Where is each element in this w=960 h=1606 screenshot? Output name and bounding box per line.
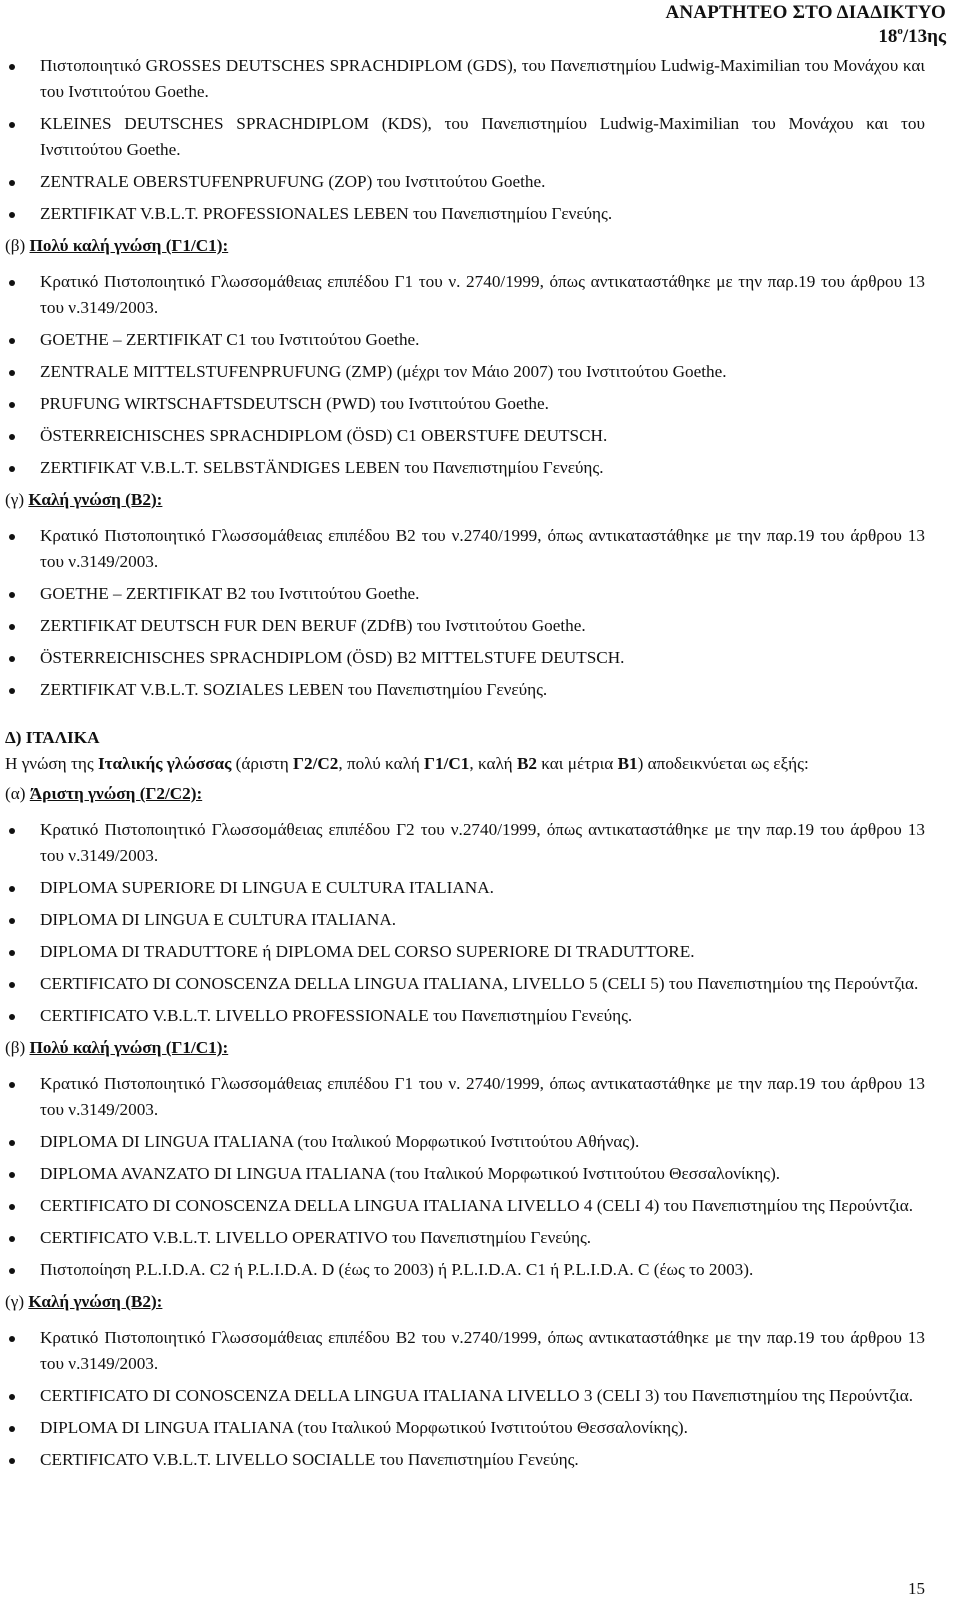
list-item: CERTIFICATO DI CONOSCENZA DELLA LINGUA ITALIANA, LIVELLO 5 (CELI 5) του Πανεπιστημίου της Περούντζια.: [5, 971, 925, 997]
italian-intro: [5, 751, 925, 777]
list-item: DIPLOMA DI LINGUA E CULTURA ITALIANA.: [5, 907, 925, 933]
subheading-label: Άριστη γνώση (Γ2/C2):: [29, 784, 203, 803]
list-item: GOETHE – ZERTIFIKAT B2 του Ινστιτούτου Goethe.: [5, 581, 925, 607]
intro-bold: Γ2/C2: [293, 754, 339, 773]
italian-c2-list: [5, 817, 925, 1029]
list-item: KLEINES DEUTSCHES SPRACHDIPLOM (KDS), του Πανεπιστημίου Ludwig-Maximilian του Μονάχου και του Ινστιτούτου Goethe.: [5, 111, 925, 163]
subheading-label: Πολύ καλή γνώση (Γ1/C1):: [29, 1038, 229, 1057]
intro-text: , πολύ καλή: [338, 754, 425, 773]
italian-section: [5, 725, 925, 1473]
list-item: CERTIFICATO DI CONOSCENZA DELLA LINGUA ITALIANA LIVELLO 4 (CELI 4) του Πανεπιστημίου της Περούντζια.: [5, 1193, 925, 1219]
list-item: CERTIFICATO V.B.L.T. LIVELLO OPERATIVO του Πανεπιστημίου Γενεύης.: [5, 1225, 925, 1251]
list-item: Πιστοποιητικό GROSSES DEUTSCHES SPRACHDIPLOM (GDS), του Πανεπιστημίου Ludwig-Maximilian του Μονάχου και του Ινστιτούτου Goethe.: [5, 53, 925, 105]
intro-bold: Β2: [516, 754, 537, 773]
list-item: CERTIFICATO V.B.L.T. LIVELLO SOCIALLE του Πανεπιστημίου Γενεύης.: [5, 1447, 925, 1473]
intro-text: (άριστη: [231, 754, 294, 773]
list-item: Κρατικό Πιστοποιητικό Γλωσσομάθειας επιπέδου Γ2 του ν.2740/1999, όπως αντικαταστάθηκε με την παρ.19 του άρθρου 13 του ν.3149/2003.: [5, 817, 925, 869]
intro-text: , καλή: [469, 754, 517, 773]
list-item: ZENTRALE MITTELSTUFENPRUFUNG (ZMP) (μέχρι τον Μάιο 2007) του Ινστιτούτου Goethe.: [5, 359, 925, 385]
german-c2-list: [5, 53, 925, 227]
document-body: [5, 53, 925, 1479]
list-item: DIPLOMA DI LINGUA ITALIANA (του Ιταλικού Μορφωτικού Ινστιτούτου Αθήνας).: [5, 1129, 925, 1155]
header-issue-number: [878, 24, 946, 50]
list-item: ZERTIFIKAT V.B.L.T. PROFESSIONALES LEBEN του Πανεπιστημίου Γενεύης.: [5, 201, 925, 227]
page-number: 15: [908, 1579, 925, 1598]
german-b2-list: [5, 523, 925, 703]
subheading-prefix: (β): [5, 236, 30, 255]
intro-text: ) αποδεικνύεται ως εξής:: [637, 754, 809, 773]
intro-bold: Ιταλικής γλώσσας: [97, 754, 232, 773]
list-item: PRUFUNG WIRTSCHAFTSDEUTSCH (PWD) του Ινστιτούτου Goethe.: [5, 391, 925, 417]
subheading-label: Καλή γνώση (Β2):: [28, 1292, 163, 1311]
german-b2-heading: [5, 487, 925, 513]
subheading-prefix: (γ): [5, 490, 29, 509]
list-item: GOETHE – ZERTIFIKAT C1 του Ινστιτούτου Goethe.: [5, 327, 925, 353]
section-title-italian: Δ) ΙΤΑΛΙΚΑ: [5, 728, 100, 747]
list-item: ÖSTERREICHISCHES SPRACHDIPLOM (ÖSD) C1 OBERSTUFE DEUTSCH.: [5, 423, 925, 449]
list-item: DIPLOMA SUPERIORE DI LINGUA E CULTURA ITALIANA.: [5, 875, 925, 901]
list-item: ZENTRALE OBERSTUFENPRUFUNG (ZOP) του Ινστιτούτου Goethe.: [5, 169, 925, 195]
list-item: Πιστοποίηση P.L.I.D.A. C2 ή P.L.I.D.A. D (έως το 2003) ή P.L.I.D.A. C1 ή P.L.I.D.A. C (έως το 2003).: [5, 1257, 925, 1283]
issue-superscript: ο: [897, 25, 903, 37]
list-item: DIPLOMA AVANZATO DI LINGUA ITALIANA (του Ιταλικού Μορφωτικού Ινστιτούτου Θεσσαλονίκης).: [5, 1161, 925, 1187]
list-item: Κρατικό Πιστοποιητικό Γλωσσομάθειας επιπέδου Β2 του ν.2740/1999, όπως αντικαταστάθηκε με την παρ.19 του άρθρου 13 του ν.3149/2003.: [5, 1325, 925, 1377]
italian-b2-list: [5, 1325, 925, 1473]
list-item: ÖSTERREICHISCHES SPRACHDIPLOM (ÖSD) B2 MITTELSTUFE DEUTSCH.: [5, 645, 925, 671]
list-item: DIPLOMA DI LINGUA ITALIANA (του Ιταλικού Μορφωτικού Ινστιτούτου Θεσσαλονίκης).: [5, 1415, 925, 1441]
list-item: Κρατικό Πιστοποιητικό Γλωσσομάθειας επιπέδου Γ1 του ν. 2740/1999, όπως αντικαταστάθηκε με την παρ.19 του άρθρου 13 του ν.3149/2003.: [5, 269, 925, 321]
list-item: ZERTIFIKAT DEUTSCH FUR DEN BERUF (ZDfB) του Ινστιτούτου Goethe.: [5, 613, 925, 639]
subheading-prefix: (γ): [5, 1292, 29, 1311]
subheading-label: Καλή γνώση (Β2):: [28, 490, 163, 509]
list-item: CERTIFICATO DI CONOSCENZA DELLA LINGUA ITALIANA LIVELLO 3 (CELI 3) του Πανεπιστημίου της Περούντζια.: [5, 1383, 925, 1409]
italian-b2-heading: [5, 1289, 925, 1315]
italian-c2-heading: [5, 781, 925, 807]
german-c1-list: [5, 269, 925, 481]
header-title: ΑΝΑΡΤΗΤΕΟ ΣΤΟ ΔΙΑΔΙΚΤΥΟ: [665, 2, 946, 23]
intro-text: και μέτρια: [537, 754, 618, 773]
list-item: Κρατικό Πιστοποιητικό Γλωσσομάθειας επιπέδου Β2 του ν.2740/1999, όπως αντικαταστάθηκε με την παρ.19 του άρθρου 13 του ν.3149/2003.: [5, 523, 925, 575]
intro-bold: Β1: [617, 754, 638, 773]
italian-c1-list: [5, 1071, 925, 1283]
issue-number: 18: [878, 26, 898, 47]
subheading-prefix: (α): [5, 784, 30, 803]
italian-c1-heading: [5, 1035, 925, 1061]
intro-bold: Γ1/C1: [424, 754, 470, 773]
list-item: ZERTIFIKAT V.B.L.T. SOZIALES LEBEN του Πανεπιστημίου Γενεύης.: [5, 677, 925, 703]
list-item: Κρατικό Πιστοποιητικό Γλωσσομάθειας επιπέδου Γ1 του ν. 2740/1999, όπως αντικαταστάθηκε με την παρ.19 του άρθρου 13 του ν.3149/2003.: [5, 1071, 925, 1123]
german-c1-heading: [5, 233, 925, 259]
subheading-prefix: (β): [5, 1038, 30, 1057]
issue-suffix: /13ης: [902, 26, 946, 47]
intro-text: Η γνώση της: [5, 754, 98, 773]
list-item: DIPLOMA DI TRADUTTORE ή DIPLOMA DEL CORSO SUPERIORE DI TRADUTTORE.: [5, 939, 925, 965]
list-item: ZERTIFIKAT V.B.L.T. SELBSTÄNDIGES LEBEN του Πανεπιστημίου Γενεύης.: [5, 455, 925, 481]
list-item: CERTIFICATO V.B.L.T. LIVELLO PROFESSIONALE του Πανεπιστημίου Γενεύης.: [5, 1003, 925, 1029]
subheading-label: Πολύ καλή γνώση (Γ1/C1):: [29, 236, 229, 255]
